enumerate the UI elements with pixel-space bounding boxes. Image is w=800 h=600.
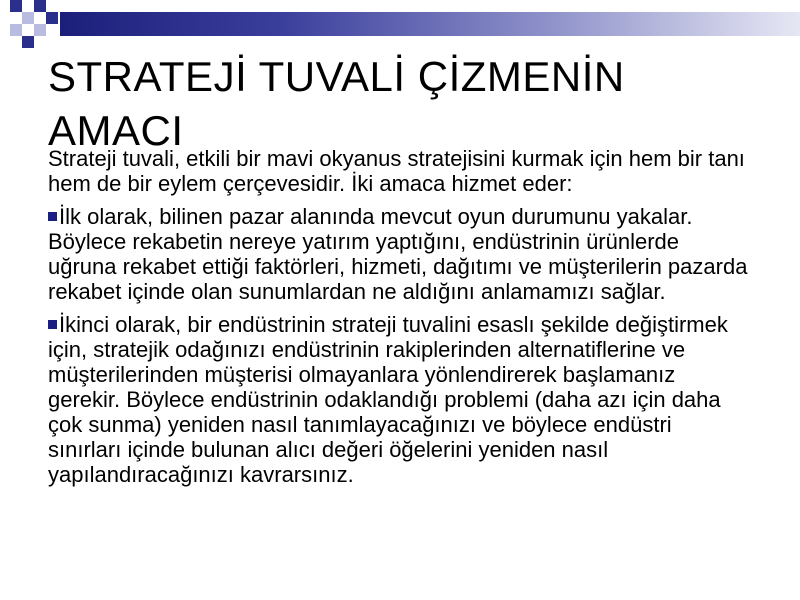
bullet-text: İlk olarak, bilinen pazar alanında mevcut oyun durumunu yakalar. Böylece rekabetin nereye yatırım yaptığını, endüstrinin ürünlerde uğruna rekabet ettiği faktörleri, hizmeti, dağıtımı ve müşterilerin pazarda rekabet içinde olan sunumlardan ne aldığını anlamamızı sağlar. <box>48 204 748 304</box>
decor-square <box>46 12 58 24</box>
slide-body <box>48 146 748 495</box>
bullet-item <box>48 204 748 304</box>
decor-square <box>10 24 22 36</box>
slide-title: STRATEJİ TUVALİ ÇİZMENİN AMACI <box>48 53 625 154</box>
decor-square <box>22 36 34 48</box>
square-bullet-icon <box>48 320 57 329</box>
square-bullet-icon <box>48 212 57 221</box>
header-gradient-band <box>60 12 800 36</box>
intro-paragraph: Strateji tuvali, etkili bir mavi okyanus stratejisini kurmak için hem bir tanı hem de bir eylem çerçevesidir. İki amaca hizmet eder: <box>48 146 745 196</box>
bullet-item <box>48 312 748 487</box>
decor-square <box>34 0 46 12</box>
decor-square <box>22 12 34 24</box>
bullet-text: İkinci olarak, bir endüstrinin strateji tuvalini esaslı şekilde değiştirmek için, stratejik odağınızı endüstrinin rakiplerinden alternatiflerine ve müşterilerinden müşterisi olmayanlara yönlendirerek başlamanız gerekir. Böylece endüstrinin odaklandığı problemi (daha azı için daha çok sunma) yeniden nasıl tanımlayacağınızı ve böylece endüstri sınırları içinde bulunan alıcı değeri öğelerini yeniden nasıl yapılandıracağınızı kavrarsınız. <box>48 312 728 487</box>
decor-square <box>10 0 22 12</box>
decor-square <box>34 24 46 36</box>
